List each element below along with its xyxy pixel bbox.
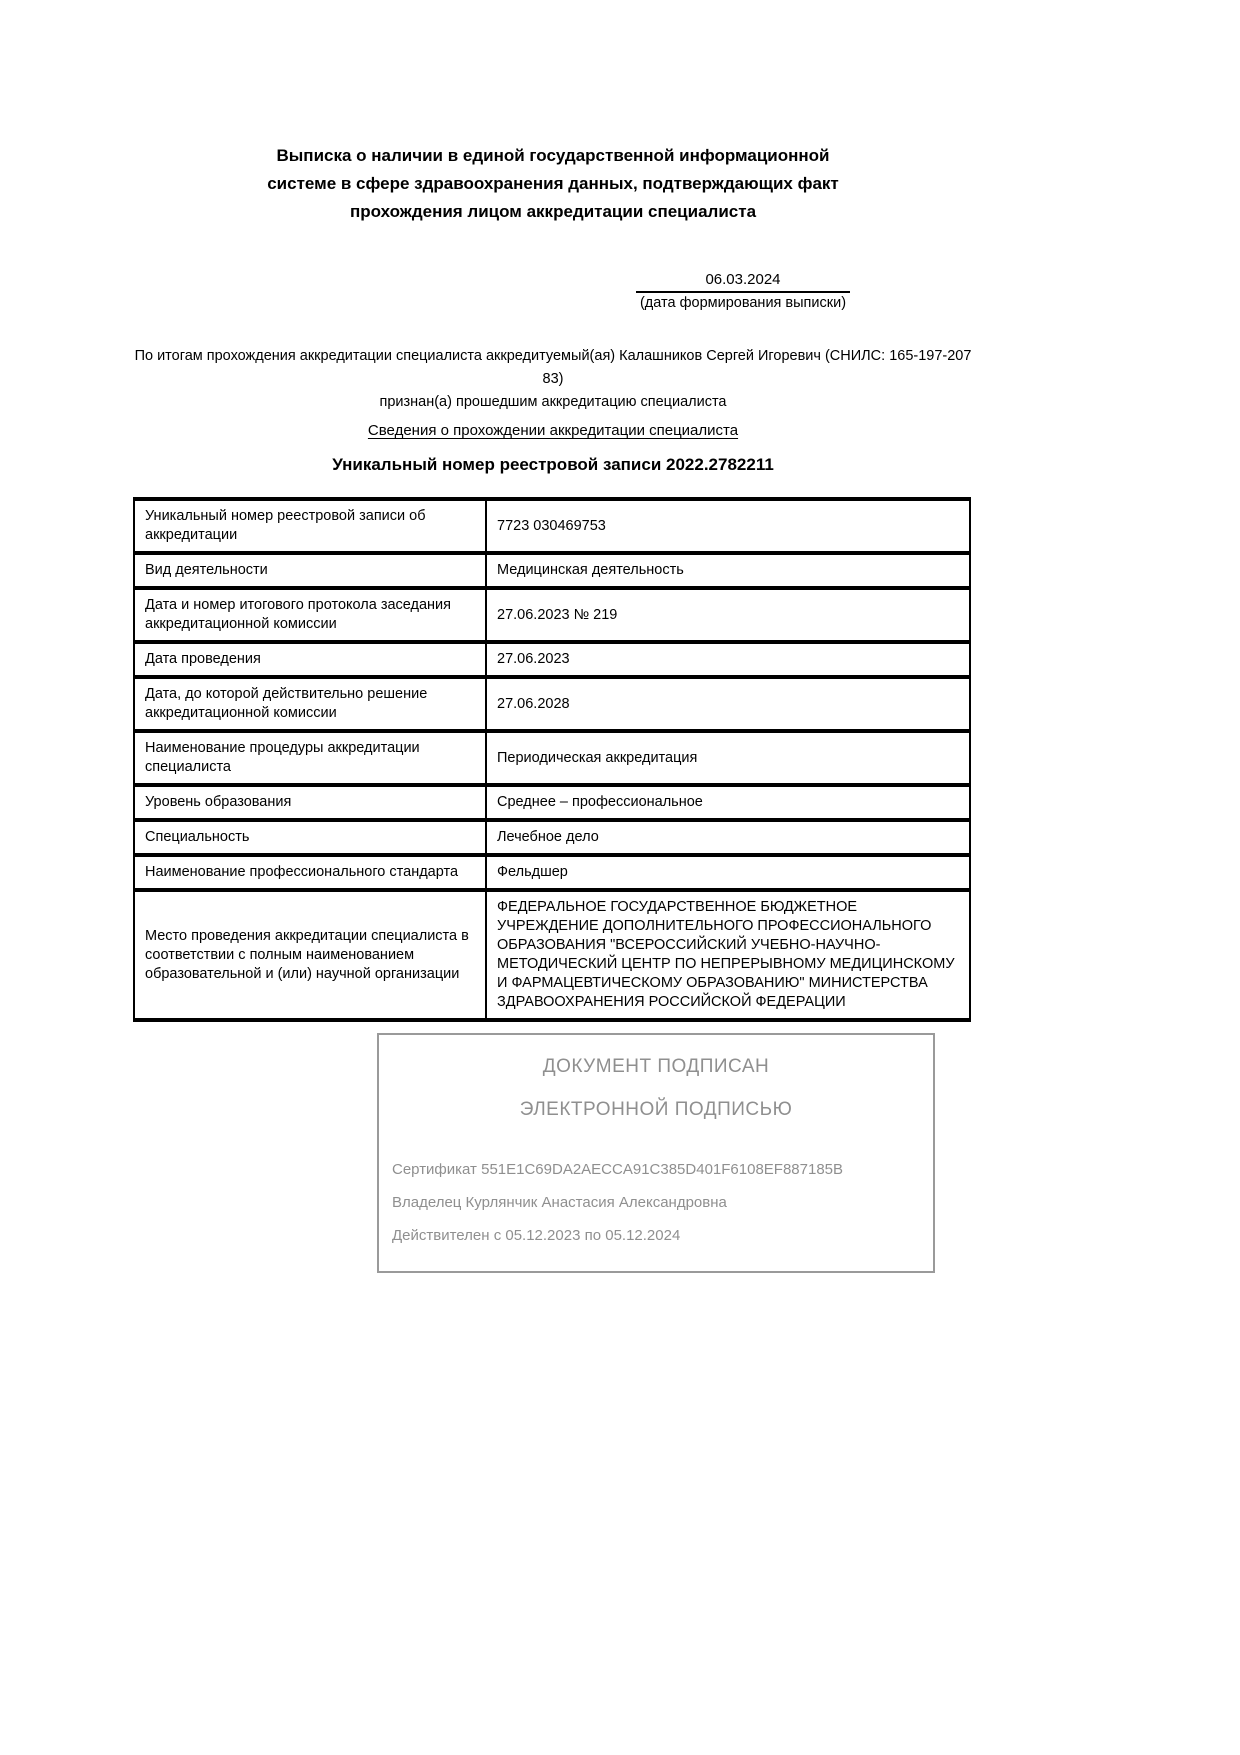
signature-title-line: ЭЛЕКТРОННОЙ ПОДПИСЬЮ [519,1099,793,1120]
intro-line: По итогам прохождения аккредитации специалиста аккредитуемый(ая) Калашников Сергей Игоревич (СНИЛС: 165-197-207 83) [134,348,972,387]
signature-details [392,1161,920,1244]
table-row [134,677,970,731]
table-label-cell: Уникальный номер реестровой записи об аккредитации [134,499,486,553]
table-label-cell: Место проведения аккредитации специалиста в соответствии с полным наименованием образовательной и (или) научной организации [134,890,486,1020]
table-label-cell: Наименование процедуры аккредитации специалиста [134,731,486,785]
signature-certificate: Сертификат 551E1C69DA2AECCA91C385D401F6108EF887185B [392,1161,844,1178]
section-header: Сведения о прохождении аккредитации специалиста [367,422,739,439]
table-value-cell: Медицинская деятельность [486,553,970,588]
table-row [134,499,970,553]
table-label-cell: Уровень образования [134,785,486,820]
table-row [134,553,970,588]
signature-owner: Владелец Курлянчик Анастасия Александровна [392,1194,727,1211]
issue-date-block [636,271,850,311]
table-row [134,855,970,890]
document-title-line: системе в сфере здравоохранения данных, подтверждающих факт [267,174,839,193]
table-row [134,820,970,855]
table-label-cell: Специальность [134,820,486,855]
table-row [134,731,970,785]
intro-line: признан(а) прошедшим аккредитацию специалиста [379,394,727,410]
table-value-cell: Фельдшер [486,855,970,890]
table-label-cell: Дата, до которой действительно решение аккредитационной комиссии [134,677,486,731]
table-value-cell: 27.06.2023 № 219 [486,588,970,642]
document-title-line: Выписка о наличии в единой государственной информационной [276,146,830,165]
table-value-cell: Лечебное дело [486,820,970,855]
table-row [134,890,970,1020]
table-row [134,588,970,642]
electronic-signature-stamp [377,1033,935,1273]
table-label-cell: Дата проведения [134,642,486,677]
document-title [133,142,973,226]
table-label-cell: Дата и номер итогового протокола заседания аккредитационной комиссии [134,588,486,642]
signature-title-line: ДОКУМЕНТ ПОДПИСАН [542,1056,770,1077]
table-row [134,642,970,677]
signature-validity: Действителен с 05.12.2023 по 05.12.2024 [392,1227,681,1244]
table-value-cell: Периодическая аккредитация [486,731,970,785]
issue-date-caption: (дата формирования выписки) [639,295,847,311]
issue-date: 06.03.2024 [636,271,850,293]
accreditation-table [133,497,971,1022]
table-value-cell: 27.06.2028 [486,677,970,731]
table-value-cell: 7723 030469753 [486,499,970,553]
table-label-cell: Вид деятельности [134,553,486,588]
table-row [134,785,970,820]
intro-paragraph [133,345,973,414]
registry-number-heading: Уникальный номер реестровой записи 2022.2782211 [332,455,774,474]
table-value-cell: ФЕДЕРАЛЬНОЕ ГОСУДАРСТВЕННОЕ БЮДЖЕТНОЕ УЧРЕЖДЕНИЕ ДОПОЛНИТЕЛЬНОГО ПРОФЕССИОНАЛЬНОГО ОБРАЗОВАНИЯ "ВСЕРОССИЙСКИЙ УЧЕБНО-НАУЧНО-МЕТОДИЧЕСКИЙ ЦЕНТР ПО НЕПРЕРЫВНОМУ МЕДИЦИНСКОМУ И ФАРМАЦЕВТИЧЕСКОМУ ОБРАЗОВАНИЮ" МИНИСТЕРСТВА ЗДРАВООХРАНЕНИЯ РОССИЙСКОЙ ФЕДЕРАЦИИ [486,890,970,1020]
table-value-cell: 27.06.2023 [486,642,970,677]
table-value-cell: Среднее – профессиональное [486,785,970,820]
table-label-cell: Наименование профессионального стандарта [134,855,486,890]
document-title-line: прохождения лицом аккредитации специалиста [349,202,757,221]
